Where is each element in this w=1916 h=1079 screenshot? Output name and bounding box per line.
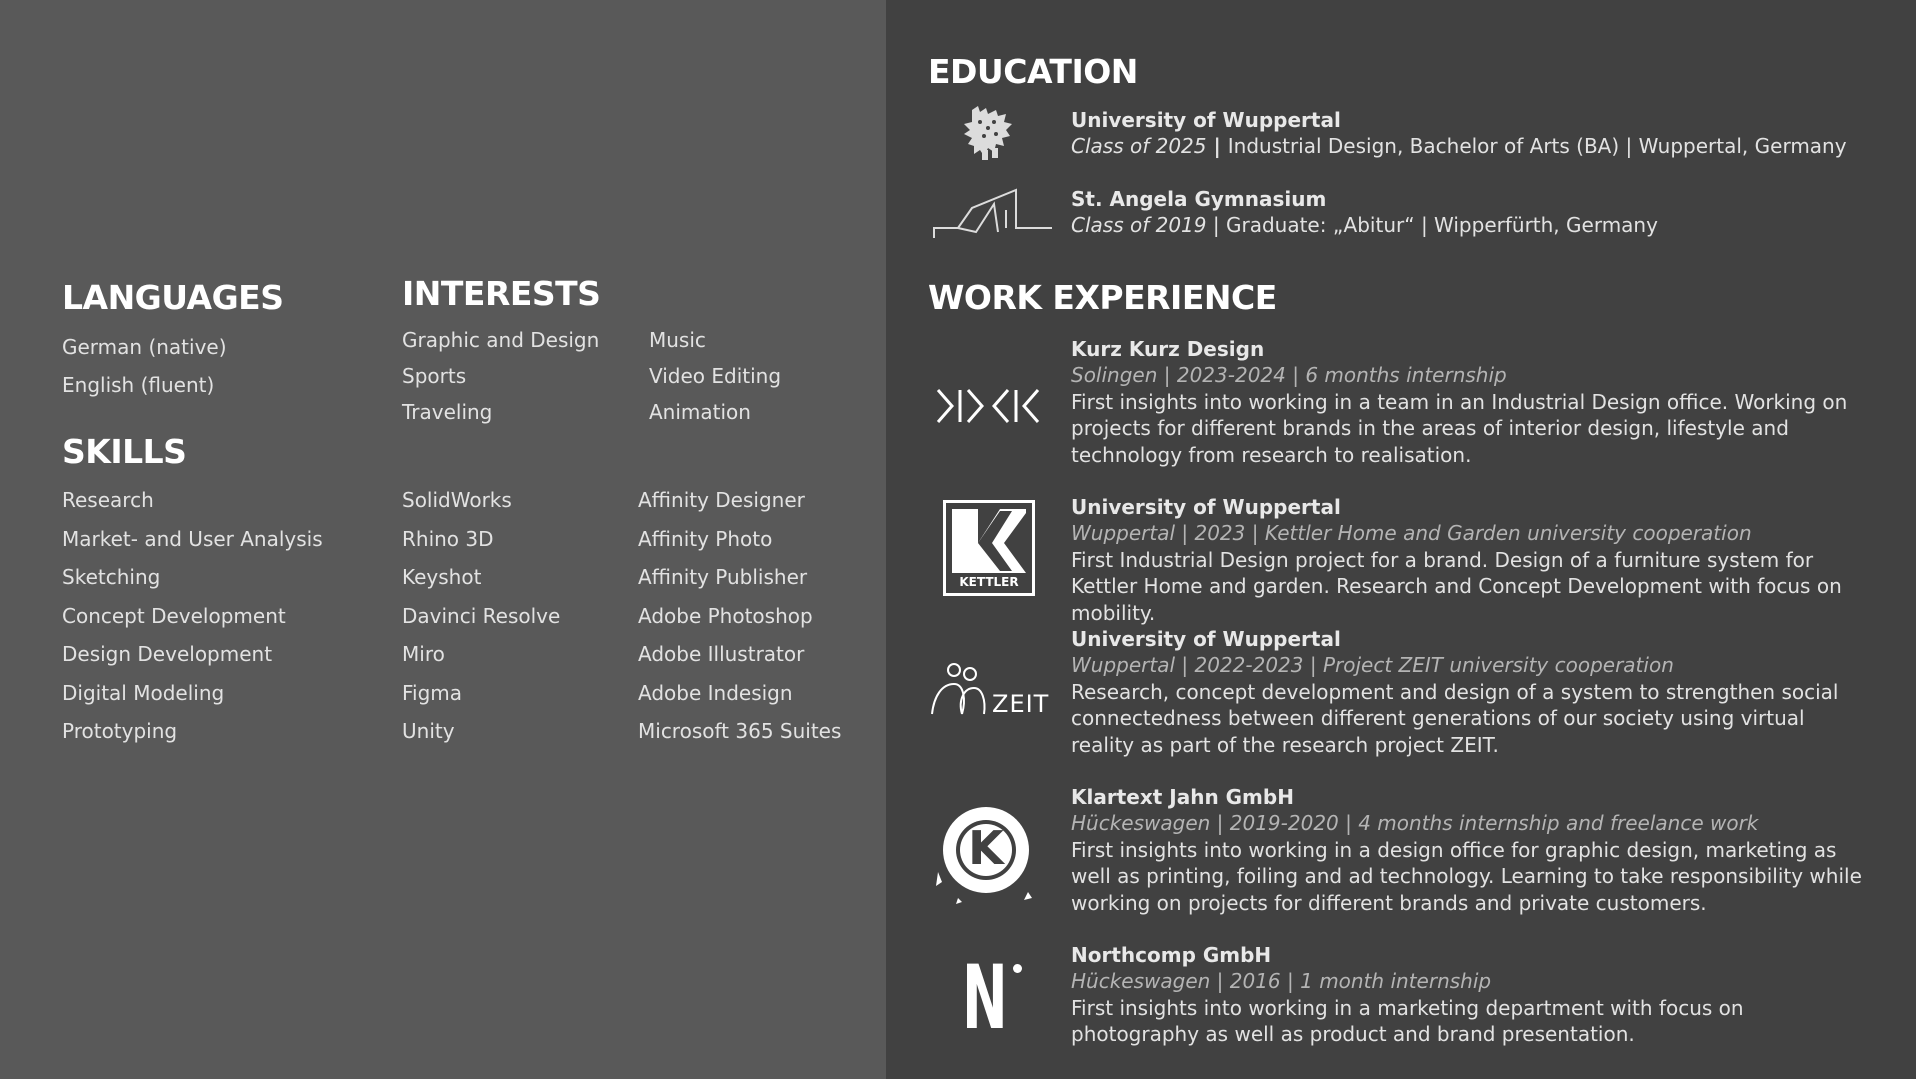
skill-item: Rhino 3D — [402, 526, 494, 551]
language-item: English (fluent) — [62, 373, 215, 397]
work-entry — [1071, 784, 1871, 916]
entry-detail: Graduate: „Abitur“ | Wipperfürth, Germany — [1225, 213, 1658, 237]
skills-list-1 — [62, 481, 323, 751]
interests-list-2 — [649, 322, 781, 430]
language-item: German (native) — [62, 335, 227, 359]
org-name: Klartext Jahn GmbH — [1071, 785, 1294, 809]
entry-meta: Hückeswagen | 2019-2020 | 4 months internship and freelance work — [1071, 811, 1759, 835]
skill-item: Figma — [402, 680, 463, 705]
entry-description: Research, concept development and design of a system to strengthen social connectedness between different generations of our society using virtual reality as part of the research project ZEIT. — [1071, 679, 1839, 757]
zeit-logo-text: ZEIT — [992, 690, 1050, 718]
klartext-logo-letter: K — [968, 821, 1004, 875]
work-entry — [1071, 494, 1871, 626]
northcomp-logo-letter: N — [962, 946, 1008, 1049]
org-name: University of Wuppertal — [1071, 627, 1341, 651]
class-year: Class of 2019 — [1071, 213, 1207, 237]
skill-item: SolidWorks — [402, 488, 512, 512]
work-entry — [1071, 626, 1871, 758]
entry-meta: Hückeswagen | 2016 | 1 month internship — [1071, 969, 1492, 993]
skill-item: Keyshot — [402, 565, 482, 589]
skill-item: Adobe Photoshop — [638, 603, 813, 628]
skill-item: Sketching — [62, 565, 161, 589]
kurz-kurz-logo — [934, 386, 1042, 426]
skill-item: Adobe Indesign — [638, 680, 793, 705]
org-name: University of Wuppertal — [1071, 495, 1341, 519]
languages-heading: LANGUAGES — [62, 278, 284, 317]
skill-item: Davinci Resolve — [402, 603, 561, 628]
skills-list-3 — [638, 481, 841, 751]
interest-item: Graphic and Design — [402, 328, 600, 352]
skill-item: Affinity Photo — [638, 526, 773, 551]
interests-list-1 — [402, 322, 599, 430]
org-name: Kurz Kurz Design — [1071, 337, 1265, 361]
entry-description: First insights into working in a design office for graphic design, marketing as well as printing, foiling and ad technology. Learning to take responsibility while working on projects for different brands and private customers. — [1071, 837, 1862, 915]
separator: | — [1206, 213, 1226, 237]
entry-description: First insights into working in a team in an Industrial Design office. Working on projects for different brands in the areas of interior design, lifestyle and technology from research to realisation. — [1071, 389, 1848, 467]
education-heading: EDUCATION — [928, 52, 1138, 91]
kettler-logo — [943, 500, 1035, 596]
entry-detail: Industrial Design, Bachelor of Arts (BA) | Wuppertal, Germany — [1227, 134, 1847, 158]
interest-item: Music — [649, 328, 706, 352]
skill-item: Affinity Designer — [638, 488, 805, 512]
skills-list-2 — [402, 481, 560, 751]
st-angela-line-logo — [932, 186, 1052, 240]
zeit-logo — [928, 660, 1048, 720]
education-entry — [1071, 107, 1871, 160]
entry-meta — [1071, 212, 1871, 239]
interest-item: Sports — [402, 364, 467, 388]
languages-list — [62, 328, 227, 404]
skill-item: Concept Development — [62, 603, 286, 628]
klartext-logo — [928, 802, 1036, 910]
org-name: University of Wuppertal — [1071, 108, 1341, 132]
skills-heading: SKILLS — [62, 432, 187, 471]
entry-meta: Wuppertal | 2022-2023 | Project ZEIT university cooperation — [1071, 653, 1674, 677]
interest-item: Traveling — [402, 400, 493, 424]
skill-item: Microsoft 365 Suites — [638, 719, 842, 743]
work-heading: WORK EXPERIENCE — [928, 278, 1277, 317]
skill-item: Digital Modeling — [62, 680, 225, 705]
entry-description: First Industrial Design project for a brand. Design of a furniture system for Kettler Home and garden. Research and Concept Development with focus on mobility. — [1071, 547, 1842, 625]
org-name: Northcomp GmbH — [1071, 943, 1272, 967]
skill-item: Affinity Publisher — [638, 565, 808, 589]
kettler-logo-text: KETTLER — [959, 575, 1019, 589]
wuppertal-lion-icon — [958, 104, 1016, 164]
northcomp-dot — [1013, 964, 1022, 973]
org-name: St. Angela Gymnasium — [1071, 187, 1327, 211]
skill-item: Design Development — [62, 642, 273, 666]
entry-meta — [1071, 133, 1871, 160]
education-entry — [1071, 186, 1871, 239]
entry-meta: Wuppertal | 2023 | Kettler Home and Garden university cooperation — [1071, 521, 1752, 545]
entry-description: First insights into working in a marketing department with focus on photography as well as product and brand presentation. — [1071, 995, 1744, 1046]
work-entry — [1071, 336, 1871, 468]
skill-item: Research — [62, 488, 154, 512]
skill-item: Prototyping — [62, 719, 178, 743]
entry-meta: Solingen | 2023-2024 | 6 months internship — [1071, 363, 1507, 387]
skill-item: Miro — [402, 642, 445, 666]
interest-item: Animation — [649, 400, 751, 424]
class-year: Class of 2025 — [1071, 134, 1207, 158]
interest-item: Video Editing — [649, 364, 782, 388]
separator: | — [1206, 134, 1228, 158]
interests-heading: INTERESTS — [402, 274, 601, 313]
skill-item: Market- and User Analysis — [62, 526, 323, 551]
skill-item: Unity — [402, 719, 455, 743]
northcomp-logo — [962, 946, 1022, 1049]
skill-item: Adobe Illustrator — [638, 642, 805, 666]
work-entry — [1071, 942, 1871, 1048]
